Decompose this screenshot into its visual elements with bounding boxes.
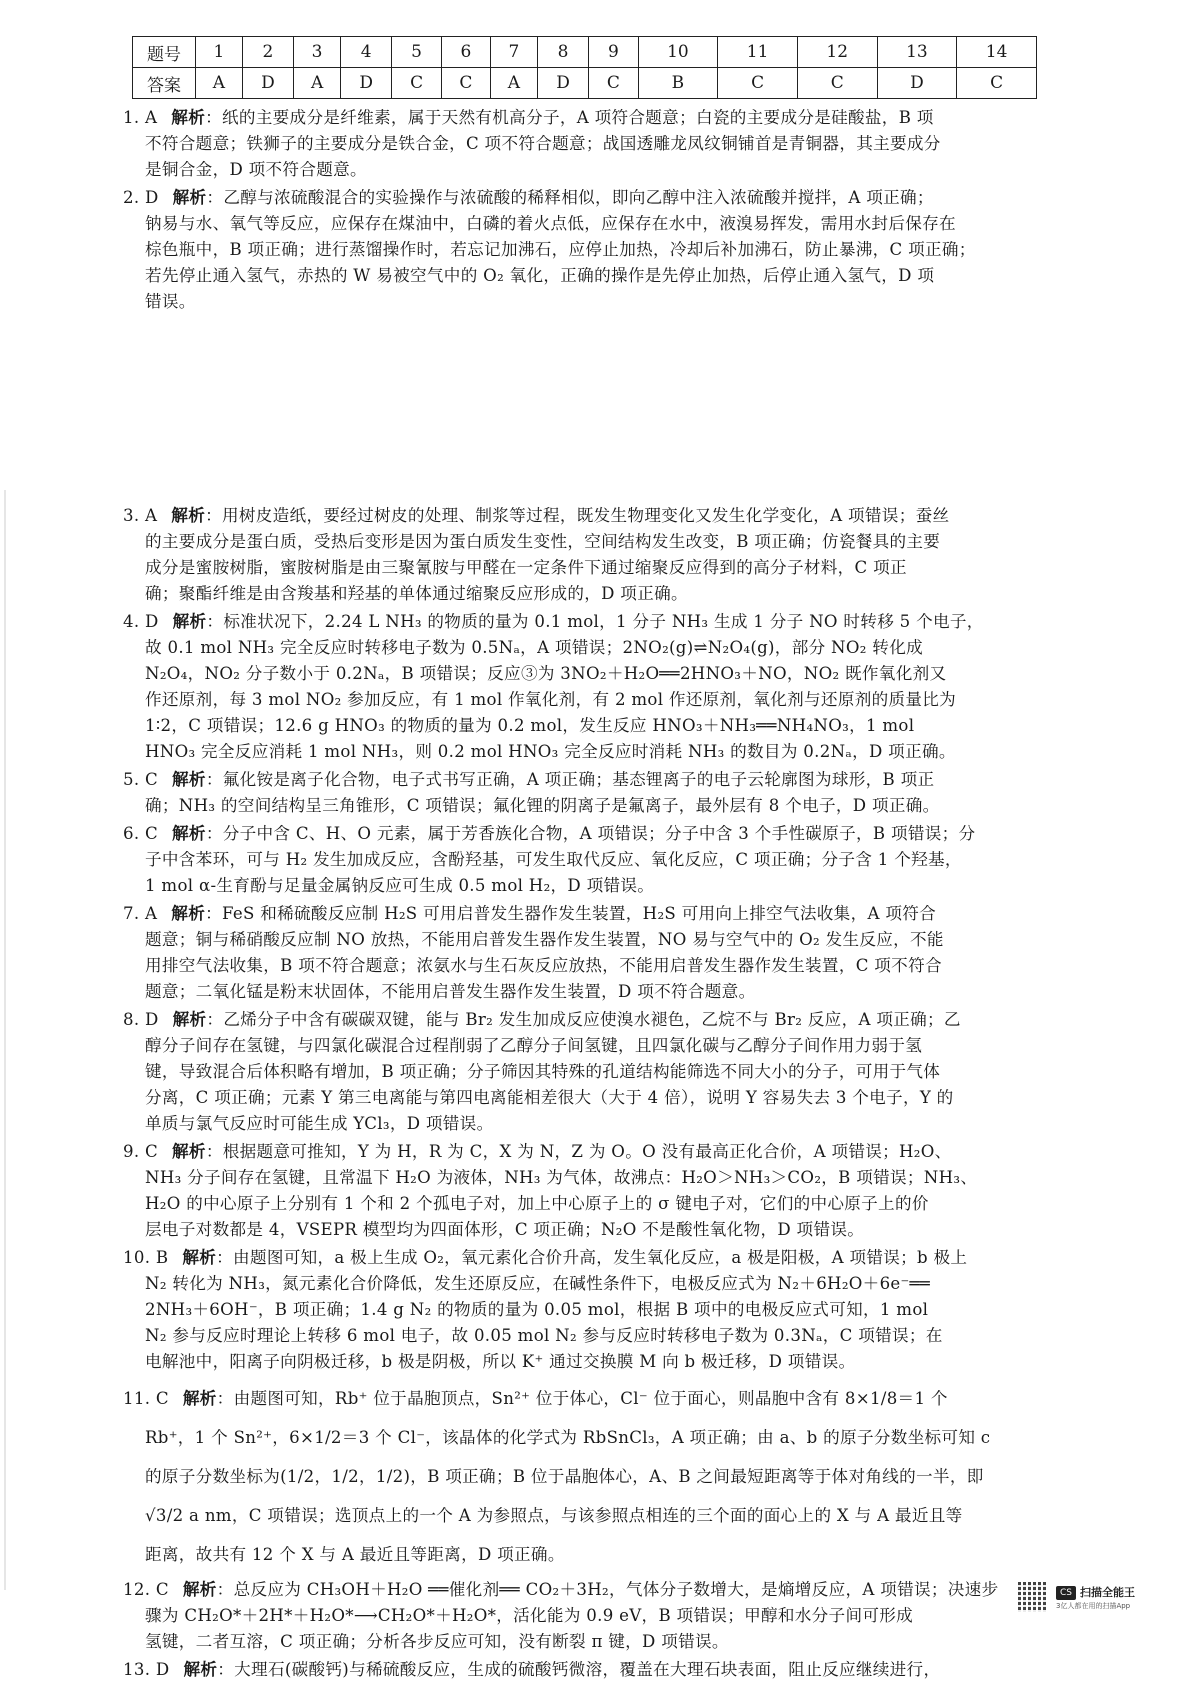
explanation-line: NH₃ 分子间存在氢键，且常温下 H₂O 为液体，NH₃ 为气体，故沸点：H₂O＞NH₃＞CO₂，B 项错误；NH₃、 [145,1168,978,1187]
answer-cell: D [537,68,589,99]
question-number-cell: 3 [294,37,341,68]
question-number-cell: 9 [589,37,638,68]
analysis-keyword: 解析 [172,769,206,789]
explanation-text: ：用树皮造纸，要经过树皮的处理、制浆等过程，既发生物理变化又发生化学变化，A 项错误；蚕丝 [205,506,950,525]
question-number-cell: 8 [537,37,589,68]
analysis-keyword: 解析 [172,1009,207,1029]
question-number-cell: 13 [877,37,957,68]
explanation-text: ：总反应为 CH₃OH＋H₂O ══催化剂══ CO₂＋3H₂，气体分子数增大，是熵增反应，A 项错误；决速步 [216,1580,999,1599]
explanation-text: ：标准状况下，2.24 L NH₃ 的物质的量为 0.1 mol，1 分子 NH₃ 生成 1 分子 NO 时转移 5 个电子， [206,612,984,631]
explanation-line [123,1006,1043,1033]
item-number: 1. A [123,108,158,127]
scan-edge [4,490,6,1590]
explanation-line: 题意；铜与稀硝酸反应制 NO 放热，不能用启普发生器作发生装置，NO 易与空气中的 O₂ 发生反应，不能 [145,930,944,949]
row-label-answer: 答案 [133,68,196,99]
scanner-watermark [1018,1582,1188,1614]
explanation-line: 电解池中，阳离子向阴极迁移，b 极是阴极，所以 K⁺ 通过交换膜 M 向 b 极迁移，D 项错误。 [145,1352,856,1371]
item-number: 5. C [123,770,159,789]
blank-gap [0,325,1200,495]
explanation-line: 骤为 CH₂O*＋2H*＋H₂O*⟶CH₂O*＋H₂O*，活化能为 0.9 eV，B 项错误；甲醇和水分子间可形成 [145,1606,914,1625]
explanations-bottom [123,502,1043,1683]
explanation-line: 距离，故共有 12 个 X 与 A 最近且等距离，D 项正确。 [145,1545,565,1564]
explanation-line: 确；聚酯纤维是由含羧基和羟基的单体通过缩聚反应形成的，D 项正确。 [145,584,688,603]
explanation-line: Rb⁺，1 个 Sn²⁺，6×1/2＝3 个 Cl⁻，该晶体的化学式为 RbSnCl₃，A 项正确；由 a、b 的原子分数坐标可知 c [145,1428,991,1447]
explanation-text: ：氟化铵是离子化合物，电子式书写正确，A 项正确；基态锂离子的电子云轮廓图为球形，B 项正 [205,770,935,789]
question-number-cell: 5 [392,37,441,68]
explanation-line: 成分是蜜胺树脂，蜜胺树脂是由三聚氰胺与甲醛在一定条件下通过缩聚反应得到的高分子材料，C 项正 [145,558,907,577]
explanation-item [123,1656,1043,1683]
explanation-line [123,1244,1043,1271]
explanation-line: 醇分子间存在氢键，与四氯化碳混合过程削弱了乙醇分子间氢键，且四氯化碳与乙醇分子间作用力弱于氢 [145,1036,923,1055]
question-number-cell: 11 [718,37,798,68]
explanation-item [123,1006,1043,1137]
explanation-line: 分离，C 项正确；元素 Y 第三电离能与第四电离能相差很大（大于 4 倍），说明 Y 容易失去 3 个电子，Y 的 [145,1088,954,1107]
explanation-line: 的原子分数坐标为(1/2，1/2，1/2)，B 项正确；B 位于晶胞体心，A、B 之间最短距离等于体对角线的一半，即 [145,1467,984,1486]
analysis-keyword: 解析 [171,903,206,923]
item-number: 7. A [123,904,158,923]
analysis-keyword: 解析 [171,505,206,525]
answer-cell: D [242,68,294,99]
explanation-line: 错误。 [145,292,196,311]
explanation-text: ：分子中含 C、H、O 元素，属于芳香族化合物，A 项错误；分子中含 3 个手性碳原子，B 项错误；分 [205,824,976,843]
analysis-keyword: 解析 [172,611,207,631]
explanation-text: ：由题图可知，Rb⁺ 位于晶胞顶点，Sn²⁺ 位于体心，Cl⁻ 位于面心，则晶胞中含有 8×1/8＝1 个 [216,1389,948,1408]
explanation-text: ：大理石(碳酸钙)与稀硫酸反应，生成的硫酸钙微溶，覆盖在大理石块表面，阻止反应继续进行， [217,1660,941,1679]
answer-cell: C [589,68,638,99]
explanation-line: H₂O 的中心原子上分别有 1 个和 2 个孤电子对，加上中心原子上的 σ 键电子对，它们的中心原子上的价 [145,1194,929,1213]
analysis-keyword: 解析 [171,107,206,127]
explanation-line [123,184,1043,211]
analysis-keyword: 解析 [182,1247,217,1267]
app-tagline: 3亿人都在用的扫描App [1056,1602,1131,1610]
answer-cell: A [491,68,538,99]
explanation-line: 故 0.1 mol NH₃ 完全反应时转移电子数为 0.5Nₐ，A 项错误；2NO₂(g)⇌N₂O₄(g)，部分 NO₂ 转化成 [145,638,923,657]
explanation-text: ：乙醇与浓硫酸混合的实验操作与浓硫酸的稀释相似，即向乙醇中注入浓硫酸并搅拌，A 项正确； [206,188,934,207]
analysis-keyword: 解析 [172,1141,206,1161]
answer-cell: C [441,68,490,99]
question-number-cell: 10 [638,37,718,68]
question-number-cell: 6 [441,37,490,68]
explanation-line: 2NH₃＋6OH⁻，B 项正确；1.4 g N₂ 的物质的量为 0.05 mol，根据 B 项中的电极反应式可知，1 mol [145,1300,929,1319]
question-number-cell: 12 [797,37,877,68]
answer-cell: A [196,68,243,99]
explanation-line: √3/2 a nm，C 项错误；选顶点上的一个 A 为参照点，与该参照点相连的三个面的面心上的 X 与 A 最近且等 [145,1506,963,1525]
analysis-keyword: 解析 [172,187,207,207]
question-number-cell: 7 [491,37,538,68]
explanation-item [123,900,1043,1005]
analysis-keyword: 解析 [182,1388,217,1408]
explanation-line [123,900,1043,927]
explanation-text: ：乙烯分子中含有碳碳双键，能与 Br₂ 发生加成反应使溴水褪色，乙烷不与 Br₂ 反应，A 项正确；乙 [206,1010,961,1029]
explanation-line: 是铜合金，D 项不符合题意。 [145,160,367,179]
explanation-line: 棕色瓶中，B 项正确；进行蒸馏操作时，若忘记加沸石，应停止加热，冷却后补加沸石，防止暴沸，C 项正确； [145,240,976,259]
item-number: 10. B [123,1248,169,1267]
explanation-line: 若先停止通入氢气，赤热的 W 易被空气中的 O₂ 氧化，正确的操作是先停止加热，后停止通入氢气，D 项 [145,266,935,285]
qr-code-icon [1018,1582,1048,1612]
explanation-line: N₂ 转化为 NH₃，氮元素化合价降低，发生还原反应，在碱性条件下，电极反应式为 N₂＋6H₂O＋6e⁻══ [145,1274,931,1293]
explanation-item [123,608,1043,765]
question-number-cell: 4 [340,37,392,68]
answer-cell: D [340,68,392,99]
explanation-item [123,1138,1043,1243]
explanation-line: N₂O₄，NO₂ 分子数小于 0.2Nₐ，B 项错误；反应③为 3NO₂＋H₂O══2HNO₃＋NO，NO₂ 既作氧化剂又 [145,664,947,683]
explanation-line: 作还原剂，每 3 mol NO₂ 参加反应，有 1 mol 作氧化剂，有 2 mol 作还原剂，氧化剂与还原剂的质量比为 [145,690,957,709]
explanation-line [123,1576,1043,1603]
explanation-text: ：FeS 和稀硫酸反应制 H₂S 可用启普发生器作发生装置，H₂S 可用向上排空气法收集，A 项符合 [205,904,937,923]
row-label-question-number: 题号 [133,37,196,68]
explanation-line: HNO₃ 完全反应消耗 1 mol NH₃，则 0.2 mol HNO₃ 完全反应时消耗 NH₃ 的数目为 0.2Nₐ，D 项正确。 [145,742,956,761]
explanation-line: 题意；二氧化锰是粉末状固体，不能用启普发生器作发生装置，D 项不符合题意。 [145,982,756,1001]
explanation-line [123,766,1043,793]
question-number-cell: 2 [242,37,294,68]
explanation-line: 用排空气法收集，B 项不符合题意；浓氨水与生石灰反应放热，不能用启普发生器作发生装置，C 项不符合 [145,956,942,975]
explanation-line: 确；NH₃ 的空间结构呈三角锥形，C 项错误；氟化锂的阴离子是氟离子，最外层有 8 个电子，D 项正确。 [145,796,940,815]
question-number-cell: 1 [196,37,243,68]
item-number: 11. C [123,1389,169,1408]
explanation-item [123,104,1043,183]
answer-cell: C [718,68,798,99]
item-number: 2. D [123,188,159,207]
explanation-text: ：纸的主要成分是纤维素，属于天然有机高分子，A 项符合题意；白瓷的主要成分是硅酸盐，B 项 [205,108,934,127]
item-number: 9. C [123,1142,159,1161]
explanation-line: 不符合题意；铁狮子的主要成分是铁合金，C 项不符合题意；战国透雕龙凤纹铜铺首是青铜器，其主要成分 [145,134,941,153]
answer-cell: D [877,68,957,99]
explanation-line: 子中含苯环，可与 H₂ 发生加成反应，含酚羟基，可发生取代反应、氧化反应，C 项正确；分子含 1 个羟基， [145,850,962,869]
explanation-item [123,1244,1043,1375]
item-number: 12. C [123,1580,169,1599]
explanation-line: 1 mol α-生育酚与足量金属钠反应可生成 0.5 mol H₂，D 项错误。 [145,876,655,895]
explanation-item [123,1379,1043,1574]
app-badge: CS [1056,1586,1076,1600]
question-number-cell: 14 [957,37,1037,68]
explanation-line [123,1138,1043,1165]
answer-cell: B [638,68,718,99]
explanations-top [123,104,1043,315]
answer-cell: A [294,68,341,99]
explanation-line: 的主要成分是蛋白质，受热后变形是因为蛋白质发生变性，空间结构发生改变，B 项正确；仿瓷餐具的主要 [145,532,941,551]
item-number: 8. D [123,1010,159,1029]
item-number: 3. A [123,506,158,525]
explanation-line: N₂ 参与反应时理论上转移 6 mol 电子，故 0.05 mol N₂ 参与反应时转移电子数为 0.3Nₐ，C 项错误；在 [145,1326,943,1345]
explanation-line: 键，导致混合后体积略有增加，B 项正确；分子筛因其特殊的孔道结构能筛选不同大小的分子，可用于气体 [145,1062,941,1081]
analysis-keyword: 解析 [182,1579,217,1599]
explanation-item [123,820,1043,899]
analysis-keyword: 解析 [183,1659,218,1679]
app-brand: 扫描全能王 [1080,1586,1135,1599]
explanation-line [123,502,1043,529]
analysis-keyword: 解析 [172,823,206,843]
item-number: 6. C [123,824,159,843]
explanation-line: 层电子对数都是 4，VSEPR 模型均为四面体形，C 项正确；N₂O 不是酸性氧化物，D 项错误。 [145,1220,865,1239]
answer-cell: C [957,68,1037,99]
answer-cell: C [797,68,877,99]
explanation-line: 钠易与水、氧气等反应，应保存在煤油中，白磷的着火点低，应保存在水中，液溴易挥发，需用水封后保存在 [145,214,956,233]
explanation-item [123,502,1043,607]
explanation-item [123,766,1043,819]
explanation-line: 氢键，二者互溶，C 项正确；分析各步反应可知，没有断裂 π 键，D 项错误。 [145,1632,729,1651]
explanation-text: ：根据题意可推知，Y 为 H，R 为 C，X 为 N，Z 为 O。O 没有最高正化合价，A 项错误；H₂O、 [205,1142,952,1161]
item-number: 4. D [123,612,159,631]
question-number-row [133,37,1037,68]
explanation-line [123,608,1043,635]
explanation-line [123,820,1043,847]
explanation-line: 1∶2，C 项错误；12.6 g HNO₃ 的物质的量为 0.2 mol，发生反应 HNO₃＋NH₃══NH₄NO₃，1 mol [145,716,915,735]
explanation-line [123,104,1043,131]
explanation-item [123,184,1043,315]
explanation-item [123,1576,1043,1655]
answer-cell: C [392,68,441,99]
item-number: 13. D [123,1660,170,1679]
explanation-line [123,1379,1043,1418]
answer-row [133,68,1037,99]
answer-table [132,36,1037,99]
explanation-line: 单质与氯气反应时可能生成 YCl₃，D 项错误。 [145,1114,494,1133]
explanation-line [123,1656,1043,1683]
explanation-text: ：由题图可知，a 极上生成 O₂，氧元素化合价升高，发生氧化反应，a 极是阳极，A 项错误；b 极上 [216,1248,968,1267]
